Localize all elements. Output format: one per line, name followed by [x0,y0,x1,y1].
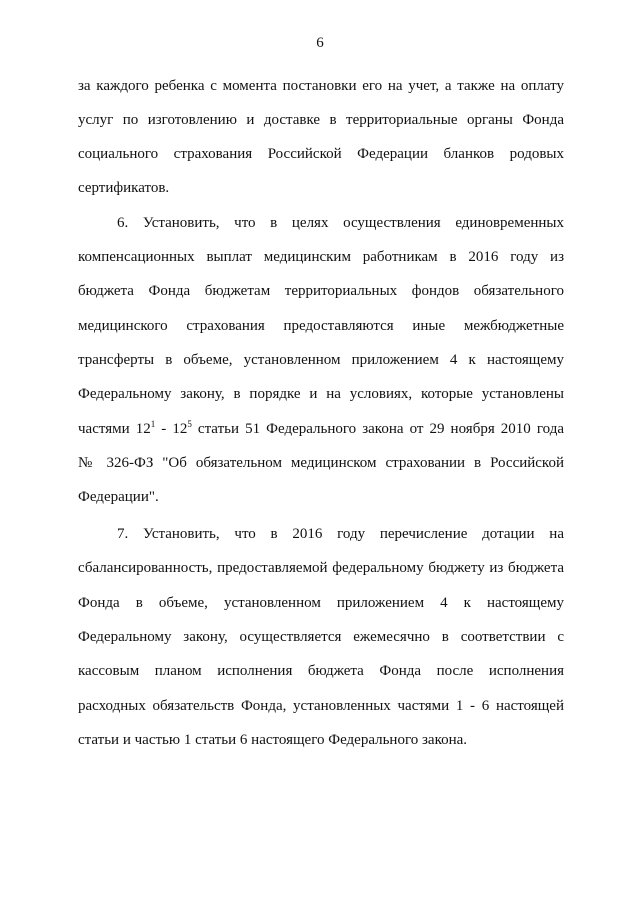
paragraph-line: Федерации". [78,489,159,505]
paragraph-line: Фонда в объеме, установленном приложением 4 к настоящему [78,595,564,611]
paragraph-line: расходных обязательств Фонда, установленных частями 1 - 6 настоящей [78,698,564,714]
paragraph-line: услуг по изготовлению и доставке в территориальные органы Фонда [78,112,564,128]
page-number: 6 [316,35,324,51]
paragraph-line: трансферты в объеме, установленном приложением 4 к настоящему [78,352,564,368]
paragraph-line: кассовым планом исполнения бюджета Фонда после исполнения [78,663,564,679]
paragraph-line: за каждого ребенка с момента постановки его на учет, а также на оплату [78,78,564,94]
paragraph-line: медицинского страхования предоставляются иные межбюджетные [78,318,564,334]
paragraph-line: сертификатов. [78,180,170,196]
paragraph-line: статьи и частью 1 статьи 6 настоящего Федерального закона. [78,732,468,748]
text-run: частями 12 [78,421,151,437]
paragraph-line: Федеральному закону, осуществляется ежемесячно в соответствии с [78,629,564,645]
superscript: 1 [150,419,156,429]
paragraph-line: бюджета Фонда бюджетам территориальных фондов обязательного [78,283,564,299]
paragraph-line: № 326-ФЗ "Об обязательном медицинском страховании в Российской [78,455,564,471]
paragraph-line: Федеральному закону, в порядке и на условиях, которые установлены [78,386,564,402]
text-run: - 12 [155,421,188,437]
text-run: статьи 51 Федерального закона от 29 ноября 2010 года [191,421,565,437]
paragraph-line: сбалансированность, предоставляемой федеральному бюджету из бюджета [78,560,564,576]
paragraph-line: 7. Установить, что в 2016 году перечисление дотации на [117,526,564,542]
paragraph-line: компенсационных выплат медицинским работникам в 2016 году из [78,249,564,265]
paragraph-line: 6. Установить, что в целях осуществления единовременных [117,215,564,231]
superscript: 5 [187,419,192,429]
paragraph-line [78,419,564,439]
paragraph-line: социального страхования Российской Федерации бланков родовых [78,146,564,162]
